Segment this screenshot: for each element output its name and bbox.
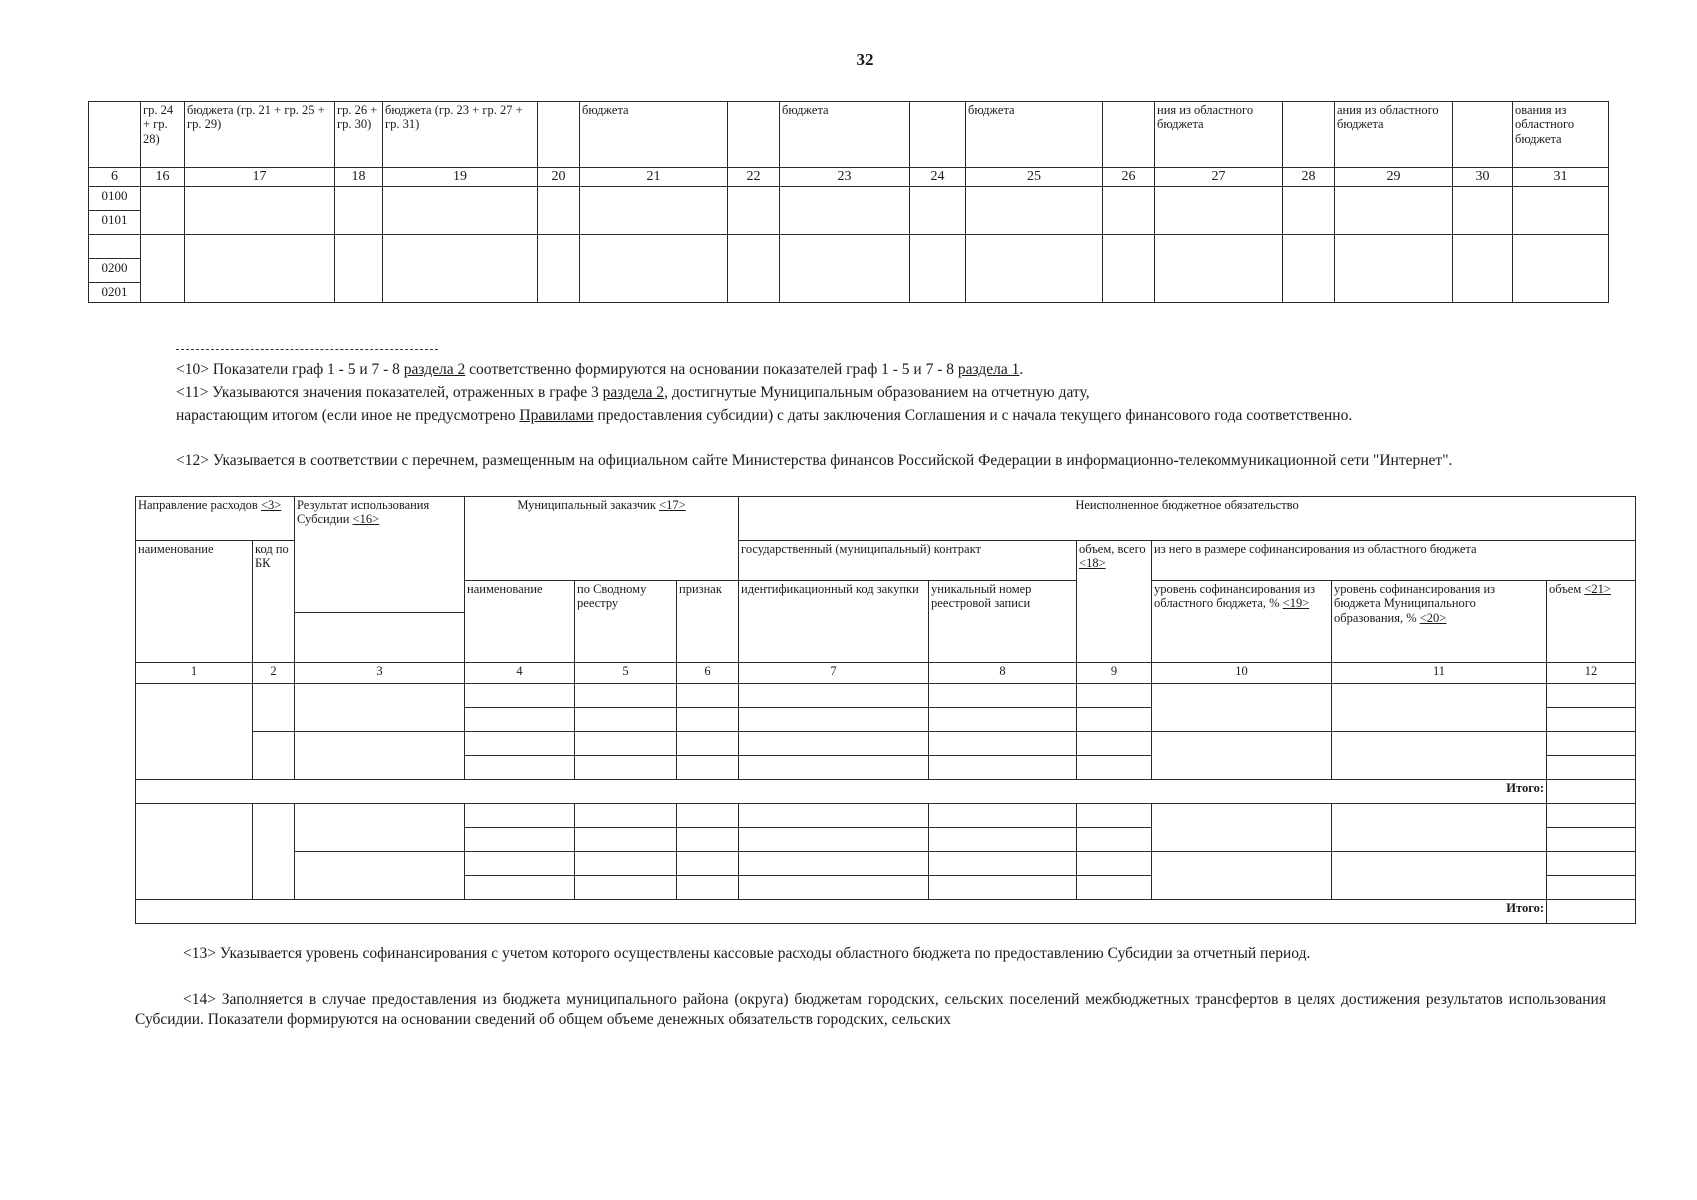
column-number: 23 <box>780 168 910 187</box>
total-row <box>136 900 1636 924</box>
top-header-20 <box>538 102 580 168</box>
column-number: 5 <box>575 663 677 684</box>
top-header-23: бюджета <box>780 102 910 168</box>
column-number: 26 <box>1103 168 1155 187</box>
row-code: 0101 <box>89 211 141 235</box>
column-number: 9 <box>1077 663 1152 684</box>
header-level-municipal: уровень софинансирования из бюджета Муниципального образования, % <20> <box>1332 581 1547 663</box>
column-number: 10 <box>1152 663 1332 684</box>
top-header-24 <box>910 102 966 168</box>
total-label: Итого: <box>136 900 1547 924</box>
total-row <box>136 780 1636 804</box>
column-number: 12 <box>1547 663 1636 684</box>
total-value <box>1547 900 1636 924</box>
top-header-27: ния из областного бюджета <box>1155 102 1283 168</box>
footnote-13: <13> Указывается уровень софинансирования с учетом которого осуществлены кассовые расходы областного бюджета по предоставлению Субсидии за отчетный период. <box>183 945 1311 962</box>
bottom-table <box>135 496 1636 924</box>
column-number: 27 <box>1155 168 1283 187</box>
header-contract: государственный (муниципальный) контракт <box>739 541 1077 581</box>
table-row <box>89 235 1609 259</box>
footnote-link[interactable]: раздела 2 <box>403 361 466 378</box>
column-number: 18 <box>335 168 383 187</box>
total-label: Итого: <box>136 780 1547 804</box>
header-registry: по Сводному реестру <box>575 581 677 663</box>
table-row <box>89 187 1609 211</box>
column-number: 24 <box>910 168 966 187</box>
header-kbk: код по БК <box>253 541 295 663</box>
table-row <box>136 684 1636 708</box>
footnote-link[interactable]: раздела 1 <box>957 361 1020 378</box>
top-table-header-row <box>89 102 1609 168</box>
header-registry-number: уникальный номер реестровой записи <box>929 581 1077 663</box>
footnote-link[interactable]: раздела 2 <box>602 384 665 401</box>
column-number: 29 <box>1335 168 1453 187</box>
footnote-11-continued: нарастающим итогом (если иное не предусмотрено Правилами предоставления субсидии) с даты заключения Соглашения и с начала текущего финансового года соответственно. <box>176 407 1353 424</box>
header-volume-total: объем, всего <18> <box>1077 541 1152 663</box>
table-row <box>136 804 1636 828</box>
column-number: 7 <box>739 663 929 684</box>
column-number: 20 <box>538 168 580 187</box>
top-header-28 <box>1283 102 1335 168</box>
bottom-number-row <box>136 663 1636 684</box>
column-number: 11 <box>1332 663 1547 684</box>
column-number: 28 <box>1283 168 1335 187</box>
footnote-10: <10> Показатели граф 1 - 5 и 7 - 8 раздела 2 соответственно формируются на основании показателей граф 1 - 5 и 7 - 8 раздела 1. <box>176 361 1024 378</box>
column-number: 31 <box>1513 168 1609 187</box>
row-code <box>89 235 141 259</box>
top-header-22 <box>728 102 780 168</box>
header-volume: объем <21> <box>1547 581 1636 663</box>
top-header-26 <box>1103 102 1155 168</box>
footnote-link[interactable]: Правилами <box>519 407 594 424</box>
row-code: 0200 <box>89 259 141 283</box>
header-unfulfilled: Неисполненное бюджетное обязательство <box>739 497 1636 541</box>
header-direction: Направление расходов <3> <box>136 497 295 541</box>
column-number: 17 <box>185 168 335 187</box>
header-result: Результат использования Субсидии <16> <box>295 497 465 613</box>
top-header-31: ования из областного бюджета <box>1513 102 1609 168</box>
column-number: 2 <box>253 663 295 684</box>
footnote-11: <11> Указываются значения показателей, отраженных в графе 3 раздела 2, достигнутые Муниципальным образованием на отчетную дату, <box>176 384 1090 401</box>
header-cofinancing: из него в размере софинансирования из областного бюджета <box>1152 541 1636 581</box>
top-header-25: бюджета <box>966 102 1103 168</box>
header-level-region: уровень софинансирования из областного бюджета, % <19> <box>1152 581 1332 663</box>
header-customer: Муниципальный заказчик <17> <box>465 497 739 581</box>
column-number: 1 <box>136 663 253 684</box>
table-row <box>136 852 1636 876</box>
footnote-12: <12> Указывается в соответствии с перечнем, размещенным на официальном сайте Министерства финансов Российской Федерации в информационно-телекоммуникационной сети "Интернет". <box>176 452 1453 469</box>
footnote-14: <14> Заполняется в случае предоставления из бюджета муниципального района (округа) бюджетам городских, сельских поселений межбюджетных трансфертов в целях достижения результатов использования Субсидии. Показатели формируются на основании сведений об общем объеме денежных обязательств городских, сельских <box>135 991 1606 1028</box>
row-code: 0100 <box>89 187 141 211</box>
header-sign: признак <box>677 581 739 663</box>
header-name: наименование <box>136 541 253 663</box>
column-number: 8 <box>929 663 1077 684</box>
top-header-17: бюджета (гр. 21 + гр. 25 + гр. 29) <box>185 102 335 168</box>
top-header-30 <box>1453 102 1513 168</box>
column-number: 6 <box>89 168 141 187</box>
top-header-6 <box>89 102 141 168</box>
column-number: 6 <box>677 663 739 684</box>
top-header-19: бюджета (гр. 23 + гр. 27 + гр. 31) <box>383 102 538 168</box>
top-table-number-row <box>89 168 1609 187</box>
bottom-header-row-1 <box>136 497 1636 541</box>
page-number: 32 <box>856 50 874 69</box>
column-number: 16 <box>141 168 185 187</box>
top-header-16: гр. 24 + гр. 28) <box>141 102 185 168</box>
top-header-18: гр. 26 + гр. 30) <box>335 102 383 168</box>
top-table <box>88 101 1609 303</box>
column-number: 4 <box>465 663 575 684</box>
column-number: 22 <box>728 168 780 187</box>
header-customer-name: наименование <box>465 581 575 663</box>
header-purchase-code: идентификационный код закупки <box>739 581 929 663</box>
table-row <box>136 732 1636 756</box>
column-number: 21 <box>580 168 728 187</box>
row-code: 0201 <box>89 283 141 303</box>
column-number: 30 <box>1453 168 1513 187</box>
footnote-separator <box>176 349 438 350</box>
column-number: 19 <box>383 168 538 187</box>
column-number: 3 <box>295 663 465 684</box>
total-value <box>1547 780 1636 804</box>
top-header-21: бюджета <box>580 102 728 168</box>
top-header-29: ания из областного бюджета <box>1335 102 1453 168</box>
column-number: 25 <box>966 168 1103 187</box>
